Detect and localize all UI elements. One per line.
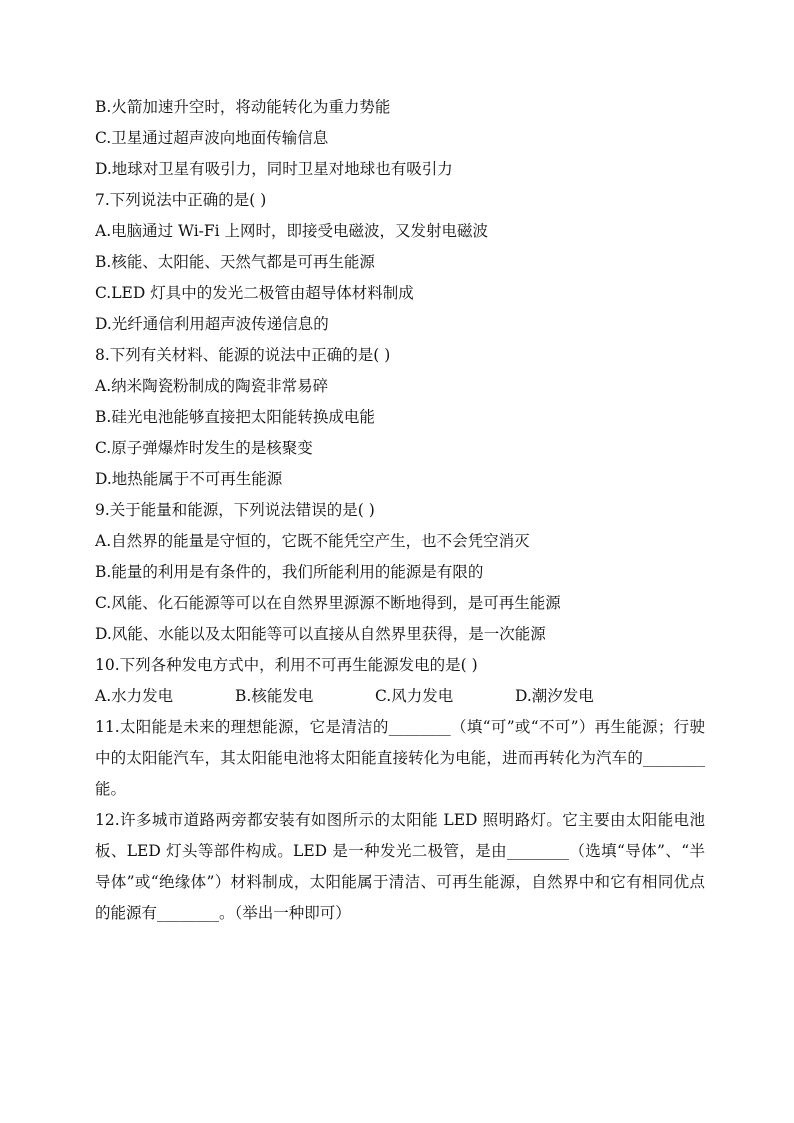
q8-option-c: C.原子弹爆炸时发生的是核聚变 bbox=[95, 439, 313, 457]
q9-stem: 9.关于能量和能源，下列说法错误的是( ) bbox=[95, 501, 375, 519]
q10-option-a: A.水力发电 bbox=[95, 687, 174, 705]
q7-option-b: B.核能、太阳能、天然气都是可再生能源 bbox=[95, 253, 375, 271]
q7-stem: 7.下列说法中正确的是( ) bbox=[95, 191, 267, 209]
q7-option-d: D.光纤通信利用超声波传递信息的 bbox=[95, 315, 329, 333]
q10-options bbox=[95, 681, 705, 712]
q9-option-b: B.能量的利用是有条件的，我们所能利用的能源是有限的 bbox=[95, 563, 484, 581]
q7-option-c: C.LED 灯具中的发光二极管由超导体材料制成 bbox=[95, 284, 414, 302]
q10-stem: 10.下列各种发电方式中，利用不可再生能源发电的是( ) bbox=[95, 656, 478, 674]
q6-option-b: B.火箭加速升空时，将动能转化为重力势能 bbox=[95, 98, 391, 116]
q10-option-b: B.核能发电 bbox=[235, 687, 314, 705]
q11-text: 11.太阳能是未来的理想能源，它是清洁的________（填“可”或“不可”）再生能源；行驶中的太阳能汽车，其太阳能电池将太阳能直接转化为电能，进而再转化为汽车的________能。 bbox=[95, 718, 705, 798]
q10-option-d: D.潮汐发电 bbox=[515, 687, 594, 705]
q10-option-c: C.风力发电 bbox=[375, 687, 454, 705]
q8-option-d: D.地热能属于不可再生能源 bbox=[95, 470, 283, 488]
q9-option-d: D.风能、水能以及太阳能等可以直接从自然界里获得，是一次能源 bbox=[95, 625, 546, 643]
q8-stem: 8.下列有关材料、能源的说法中正确的是( ) bbox=[95, 346, 391, 364]
q9-option-a: A.自然界的能量是守恒的，它既不能凭空产生，也不会凭空消灭 bbox=[95, 532, 530, 550]
q6-option-c: C.卫星通过超声波向地面传输信息 bbox=[95, 129, 329, 147]
q12-text: 12.许多城市道路两旁都安装有如图所示的太阳能 LED 照明路灯。它主要由太阳能电池板、LED 灯头等部件构成。LED 是一种发光二极管，是由________（选填“导体”、“半导体”或“绝缘体”）材料制成，太阳能属于清洁、可再生能源，自然界中和它有相同优点的能源有________。（举出一种即可） bbox=[95, 811, 705, 922]
q7-option-a: A.电脑通过 Wi-Fi 上网时，即接受电磁波，又发射电磁波 bbox=[95, 222, 489, 240]
q9-option-c: C.风能、化石能源等可以在自然界里源源不断地得到，是可再生能源 bbox=[95, 594, 561, 612]
q6-option-d: D.地球对卫星有吸引力，同时卫星对地球也有吸引力 bbox=[95, 160, 453, 178]
question-content bbox=[95, 92, 705, 929]
q8-option-a: A.纳米陶瓷粉制成的陶瓷非常易碎 bbox=[95, 377, 329, 395]
q8-option-b: B.硅光电池能够直接把太阳能转换成电能 bbox=[95, 408, 375, 426]
